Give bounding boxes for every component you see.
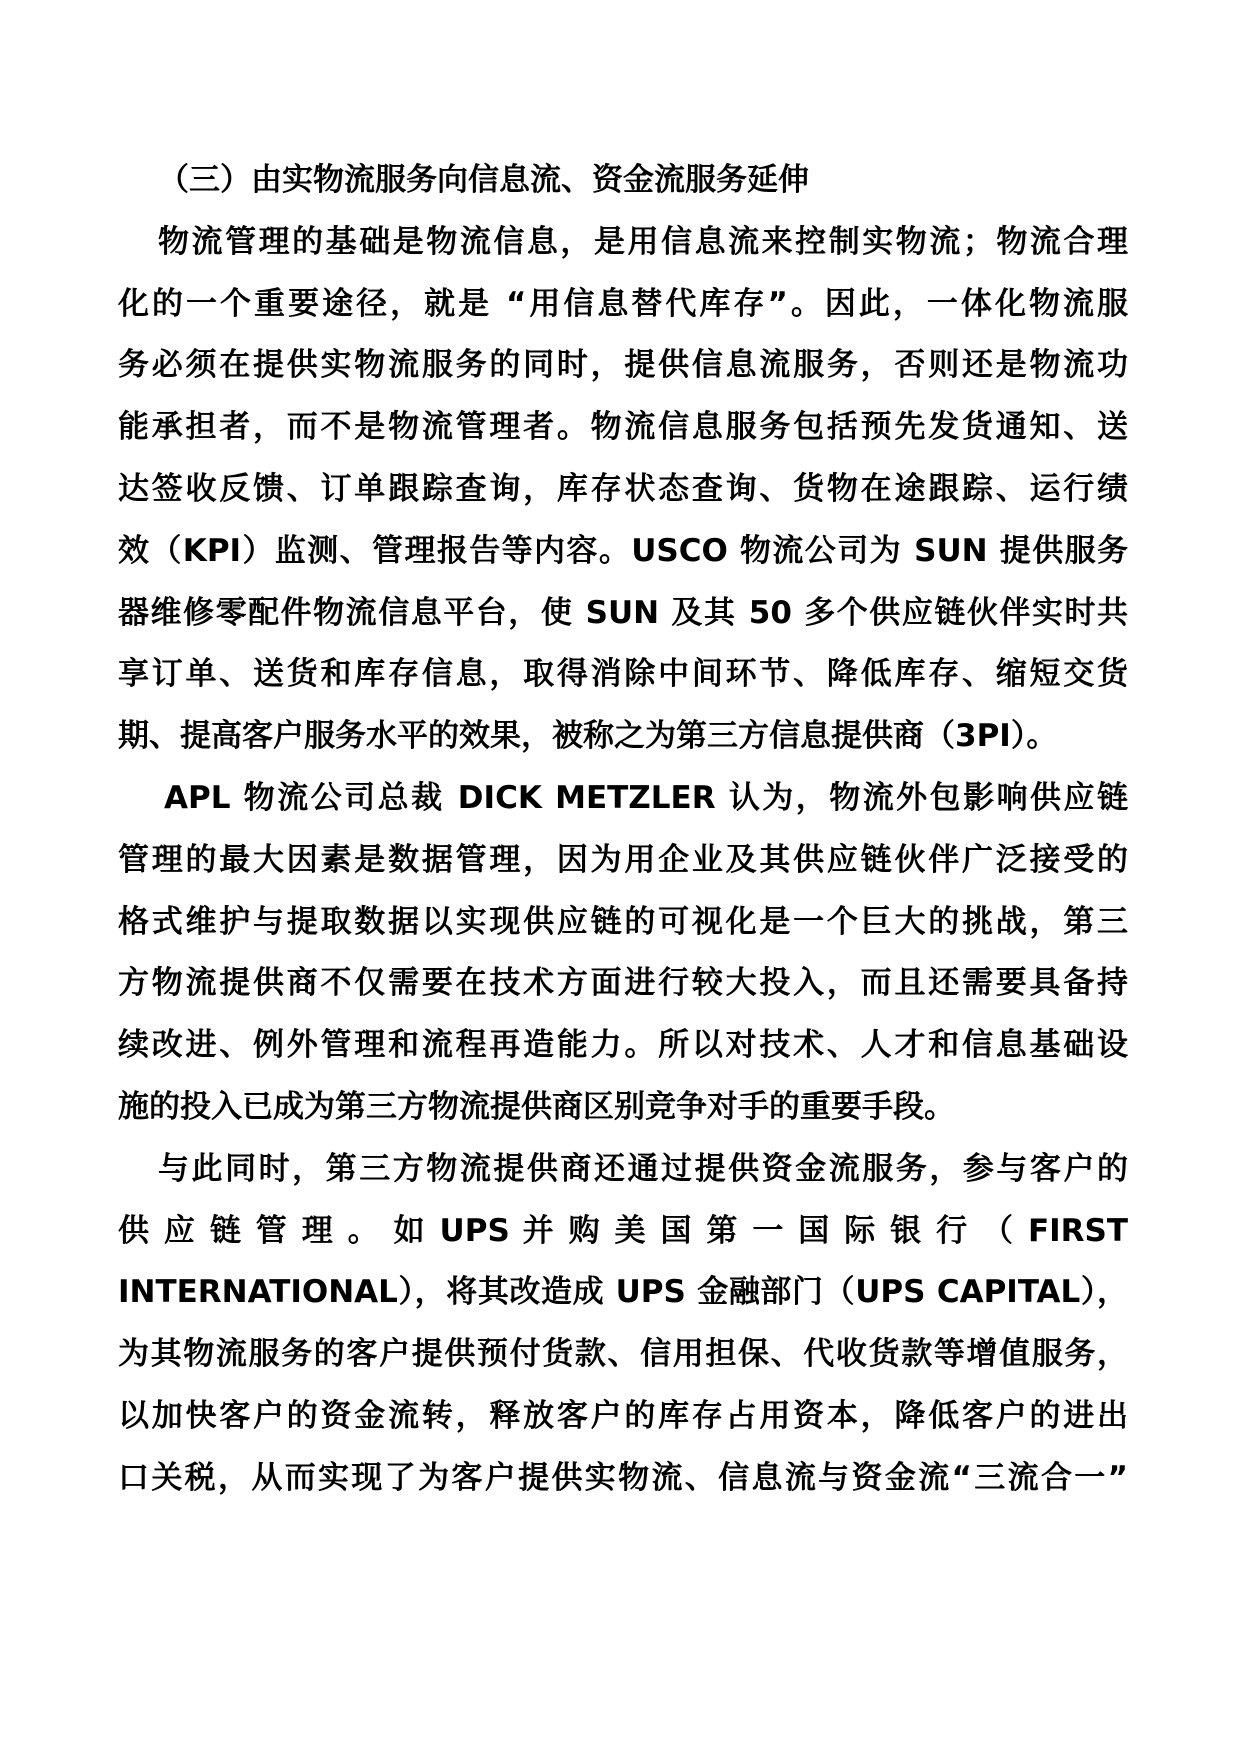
paragraph-line: 口关税，从而实现了为客户提供实物流、信息流与资金流“三流合一” — [118, 1459, 1128, 1496]
paragraph-line: 享订单、送货和库存信息，取得消除中间环节、降低库存、缩短交货 — [118, 656, 1128, 693]
paragraph-line: 方物流提供商不仅需要在技术方面进行较大投入，而且还需要具备持 — [118, 965, 1128, 1002]
paragraph-line: 能承担者，而不是物流管理者。物流信息服务包括预先发货通知、送 — [118, 409, 1128, 446]
paragraph-line: 格式维护与提取数据以实现供应链的可视化是一个巨大的挑战，第三 — [118, 903, 1128, 940]
paragraph-line: 达签收反馈、订单跟踪查询，库存状态查询、货物在途跟踪、运行绩 — [118, 470, 1128, 507]
document-body — [118, 150, 1128, 1510]
paragraph-line: 效（KPI）监测、管理报告等内容。USCO 物流公司为 SUN 提供服务 — [118, 532, 1128, 569]
paragraph-line: 施的投入已成为第三方物流提供商区别竞争对手的重要手段。 — [118, 1088, 955, 1125]
paragraph-line: 以加快客户的资金流转，释放客户的库存占用资本，降低客户的进出 — [118, 1397, 1128, 1434]
paragraph-line: 器维修零配件物流信息平台，使 SUN 及其 50 多个供应链伙伴实时共 — [118, 594, 1128, 631]
paragraph-line: 务必须在提供实物流服务的同时，提供信息流服务，否则还是物流功 — [118, 347, 1128, 384]
paragraph-line: 与此同时，第三方物流提供商还通过提供资金流服务，参与客户的 — [158, 1150, 1128, 1187]
paragraph-line: APL 物流公司总裁 DICK METZLER 认为，物流外包影响供应链 — [164, 779, 1128, 816]
paragraph-line: 供 应 链 管 理 。 如 UPS 并 购 美 国 第 一 国 际 银 行 （ FIRST — [118, 1212, 1128, 1249]
paragraph-line: 为其物流服务的客户提供预付货款、信用担保、代收货款等增值服务， — [118, 1336, 1128, 1373]
paragraph-capital-flow — [118, 1139, 1128, 1510]
paragraph-line: 续改进、例外管理和流程再造能力。所以对技术、人才和信息基础设 — [118, 1027, 1128, 1064]
paragraph-line: 化的一个重要途径，就是 “用信息替代库存”。因此，一体化物流服 — [118, 285, 1128, 322]
paragraph-line: 物流管理的基础是物流信息，是用信息流来控制实物流；物流合理 — [158, 223, 1128, 260]
paragraph-line: INTERNATIONAL），将其改造成 UPS 金融部门（UPS CAPITAL）， — [118, 1274, 1128, 1311]
paragraph-line: 管理的最大因素是数据管理，因为用企业及其供应链伙伴广泛接受的 — [118, 841, 1128, 878]
section-heading: （三）由实物流服务向信息流、资金流服务延伸 — [158, 162, 809, 198]
paragraph-line: 期、提高客户服务水平的效果，被称之为第三方信息提供商（3PI）。 — [118, 718, 1058, 755]
paragraph-info-flow — [118, 212, 1128, 768]
paragraph-apl-metzler — [118, 768, 1128, 1139]
